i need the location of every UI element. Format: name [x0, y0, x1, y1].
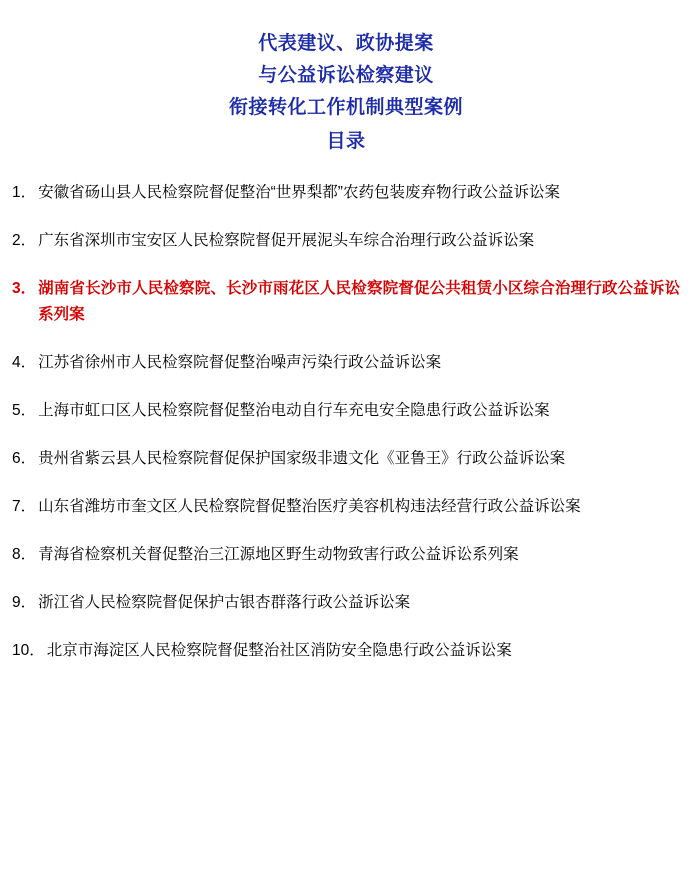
- table-of-contents-label: 目录: [326, 131, 366, 152]
- toc-entry-4[interactable]: [12, 350, 680, 376]
- toc-entry-title: 安徽省砀山县人民检察院督促整治“世界梨都”农药包装废弃物行政公益诉讼案: [38, 184, 560, 201]
- toc-entry-9[interactable]: [12, 590, 680, 616]
- toc-entry-number: 9．: [12, 594, 37, 611]
- toc-entry-number: 5．: [12, 402, 37, 419]
- toc-entry-title: 山东省潍坊市奎文区人民检察院督促整治医疗美容机构违法经营行政公益诉讼案: [38, 498, 581, 515]
- toc-entry-7[interactable]: [12, 494, 680, 520]
- table-of-contents-list: [12, 180, 680, 664]
- toc-entry-title: 北京市海淀区人民检察院督促整治社区消防安全隐患行政公益诉讼案: [46, 642, 512, 659]
- title-line-2: 与公益诉讼检察建议: [258, 65, 434, 86]
- toc-entry-title: 湖南省长沙市人民检察院、长沙市雨花区人民检察院督促公共租赁小区综合治理行政公益诉讼系列案: [38, 280, 680, 323]
- document-title-block: [12, 0, 680, 158]
- toc-entry-number: 6．: [12, 450, 37, 467]
- toc-entry-1[interactable]: [12, 180, 680, 206]
- title-line-3: 衔接转化工作机制典型案例: [228, 97, 463, 118]
- toc-entry-6[interactable]: [12, 446, 680, 472]
- toc-entry-number: 4．: [12, 354, 37, 371]
- toc-entry-title: 浙江省人民检察院督促保护古银杏群落行政公益诉讼案: [38, 594, 411, 611]
- toc-entry-3[interactable]: [12, 276, 680, 328]
- toc-entry-5[interactable]: [12, 398, 680, 424]
- toc-entry-number: 7．: [12, 498, 37, 515]
- title-line-1: 代表建议、政协提案: [258, 33, 434, 54]
- toc-entry-2[interactable]: [12, 228, 680, 254]
- toc-entry-title: 贵州省紫云县人民检察院督促保护国家级非遗文化《亚鲁王》行政公益诉讼案: [38, 450, 566, 467]
- toc-entry-title: 青海省检察机关督促整治三江源地区野生动物致害行政公益诉讼系列案: [38, 546, 519, 563]
- toc-entry-title: 江苏省徐州市人民检察院督促整治噪声污染行政公益诉讼案: [38, 354, 442, 371]
- toc-entry-number: 3．: [12, 280, 37, 297]
- toc-entry-title: 广东省深圳市宝安区人民检察院督促开展泥头车综合治理行政公益诉讼案: [38, 232, 535, 249]
- toc-entry-number: 1．: [12, 184, 37, 201]
- toc-entry-title: 上海市虹口区人民检察院督促整治电动自行车充电安全隐患行政公益诉讼案: [38, 402, 550, 419]
- toc-entry-10[interactable]: [12, 638, 680, 664]
- toc-entry-number: 8．: [12, 546, 37, 563]
- toc-entry-number: 10．: [12, 642, 45, 659]
- toc-entry-number: 2．: [12, 232, 37, 249]
- toc-entry-8[interactable]: [12, 542, 680, 568]
